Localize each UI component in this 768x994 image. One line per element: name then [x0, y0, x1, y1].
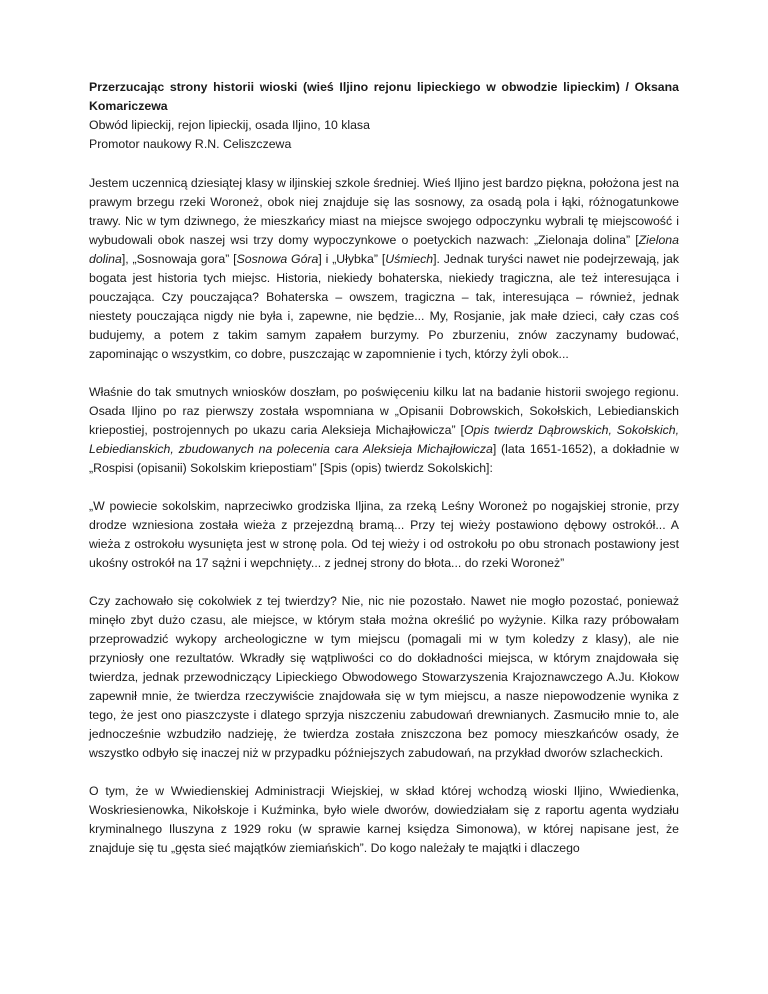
paragraph-quote: „W powiecie sokolskim, naprzeciwko grodziska Iljina, za rzeką Leśny Woroneż po nogajskiej stronie, przy drodze wzniesiona została wieża z przejezdną bramą... Przy tej wieży postawiono dębowy ostrokół... A wieża z ostrokołu wysunięta jest w stronę pola. Od tej wieży i od ostrokołu po obu stronach postawiony jest ukośny ostrokół na 17 sążni i wepchnięty... z jednej strony do błota... do rzeki Woroneż” — [89, 499, 679, 570]
italic-translation: Opis twierdz Dąbrowskich, Sokołskich, Lebiedianskich, zbudowanych na polecenia cara Aleksieja Michajłowicza — [89, 423, 680, 456]
document-page — [89, 78, 679, 858]
italic-translation: Sosnowa Góra — [236, 252, 319, 266]
paragraph-text: Właśnie do tak smutnych wniosków doszłam, po poświęceniu kilku lat na badanie historii swojego regionu. Osada Iljino po raz pierwszy została wspomniana w „Opisanii Dobrowskich, Sokołskich, Lebiedianskich kriepostiej, postrojennych po ukazu caria Aleksieja Michajłowicza” [ — [89, 385, 679, 437]
location-line: Obwód lipieckij, rejon lipieckij, osada Iljino, 10 klasa — [89, 118, 370, 132]
document-title: Przerzucając strony historii wioski (wieś Iljino rejonu lipieckiego w obwodzie lipieckim) / Oksana Komariczewa — [89, 80, 679, 113]
paragraph-text: ]. Jednak turyści nawet nie podejrzewają, jak bogata jest historia tych miejsc. Historia, niekiedy bohaterska, niekiedy tragiczna, ale też interesująca i pouczająca. Czy pouczająca? Bohaterska – owszem, tragiczna – tak, interesująca – również, jednak niestety pouczająca nigdy nie była i, zapewne, nie będzie... My, Rosjanie, jak małe dzieci, cały czas coś budujemy, a potem z takim samym zapałem burzymy. Po zburzeniu, znów zaczynamy budować, zapominając o wszystkim, co dobre, puszczając w zapomnienie i tych, którzy żyli obok... — [89, 252, 680, 361]
paragraph-intro — [89, 174, 679, 364]
paragraph-text: ] (lata 1651-1652), a dokładnie w „Rospisi (opisanii) Sokolskim kriepostiam” [Spis (opis) twierdz Sokolskich]: — [89, 442, 679, 475]
paragraph-fortress: Czy zachowało się cokolwiek z tej twierdzy? Nie, nic nie pozostało. Nawet nie mogło pozostać, ponieważ minęło zbyt dużo czasu, ale miejsce, w którym stała można określić po wyżynie. Kilka razy próbowałam przeprowadzić wykopy archeologiczne w tym miejscu (pomagali mi w tym koledzy z klasy), ale nie przyniosły one rezultatów. Wkradły się wątpliwości co do dokładności miejsca, w którym znajdowała się twierdza, jednak przewodniczący Lipieckiego Obwodowego Stowarzyszenia Krajoznawczego A.Ju. Kłokow zapewnił mnie, że twierdza rzeczywiście znajdowała się w tym miejscu, a nasze niepowodzenie wynika z tego, że jest ono piaszczyste i dlatego sprzyja niszczeniu zabudowań drewnianych. Zasmuciło mnie to, ale jednocześnie wzbudziło nadzieję, że twierdza została zniszczona bez pomocy mieszkańców osady, że wszystko odbyło się inaczej niż w przypadku późniejszych zabudowań, na przykład dworów szlacheckich. — [89, 594, 679, 760]
italic-translation: Uśmiech — [385, 252, 434, 266]
document-header — [89, 78, 679, 154]
paragraph-manors: O tym, że w Wwiedienskiej Administracji Wiejskiej, w skład której wchodzą wioski Iljino, Wwiedienka, Woskriesienowka, Nikołskoje i Kuźminka, było wiele dworów, dowiedziałam się z raportu agenta wydziału kryminalnego Iluszyna z 1929 roku (w sprawie karnej księdza Simonowa), w której napisane jest, że znajduje się tu „gęsta sieć majątków ziemiańskich”. Do kogo należały te majątki i dlaczego — [89, 784, 679, 855]
paragraph-text: ] i „Ułybka” [ — [318, 252, 386, 266]
paragraph-sources — [89, 383, 679, 478]
italic-translation: Zielona dolina — [89, 233, 679, 266]
paragraph-text: Jestem uczennicą dziesiątej klasy w iljinskiej szkole średniej. Wieś Iljino jest bardzo piękna, położona jest na prawym brzegu rzeki Woroneż, obok niej znajduje się las sosnowy, za osadą pola i łąki, różnogatunkowe trawy. Nic w tym dziwnego, że mieszkańcy miast na miejsce swojego odpoczynku wybrali tę miejscowość i wybudowali obok naszej wsi trzy domy wypoczynkowe o poetyckich nazwach: „Zielonaja dolina” [ — [89, 176, 679, 247]
supervisor-line: Promotor naukowy R.N. Celiszczewa — [89, 137, 292, 151]
paragraph-text: ], „Sosnowaja gora” [ — [121, 252, 237, 266]
